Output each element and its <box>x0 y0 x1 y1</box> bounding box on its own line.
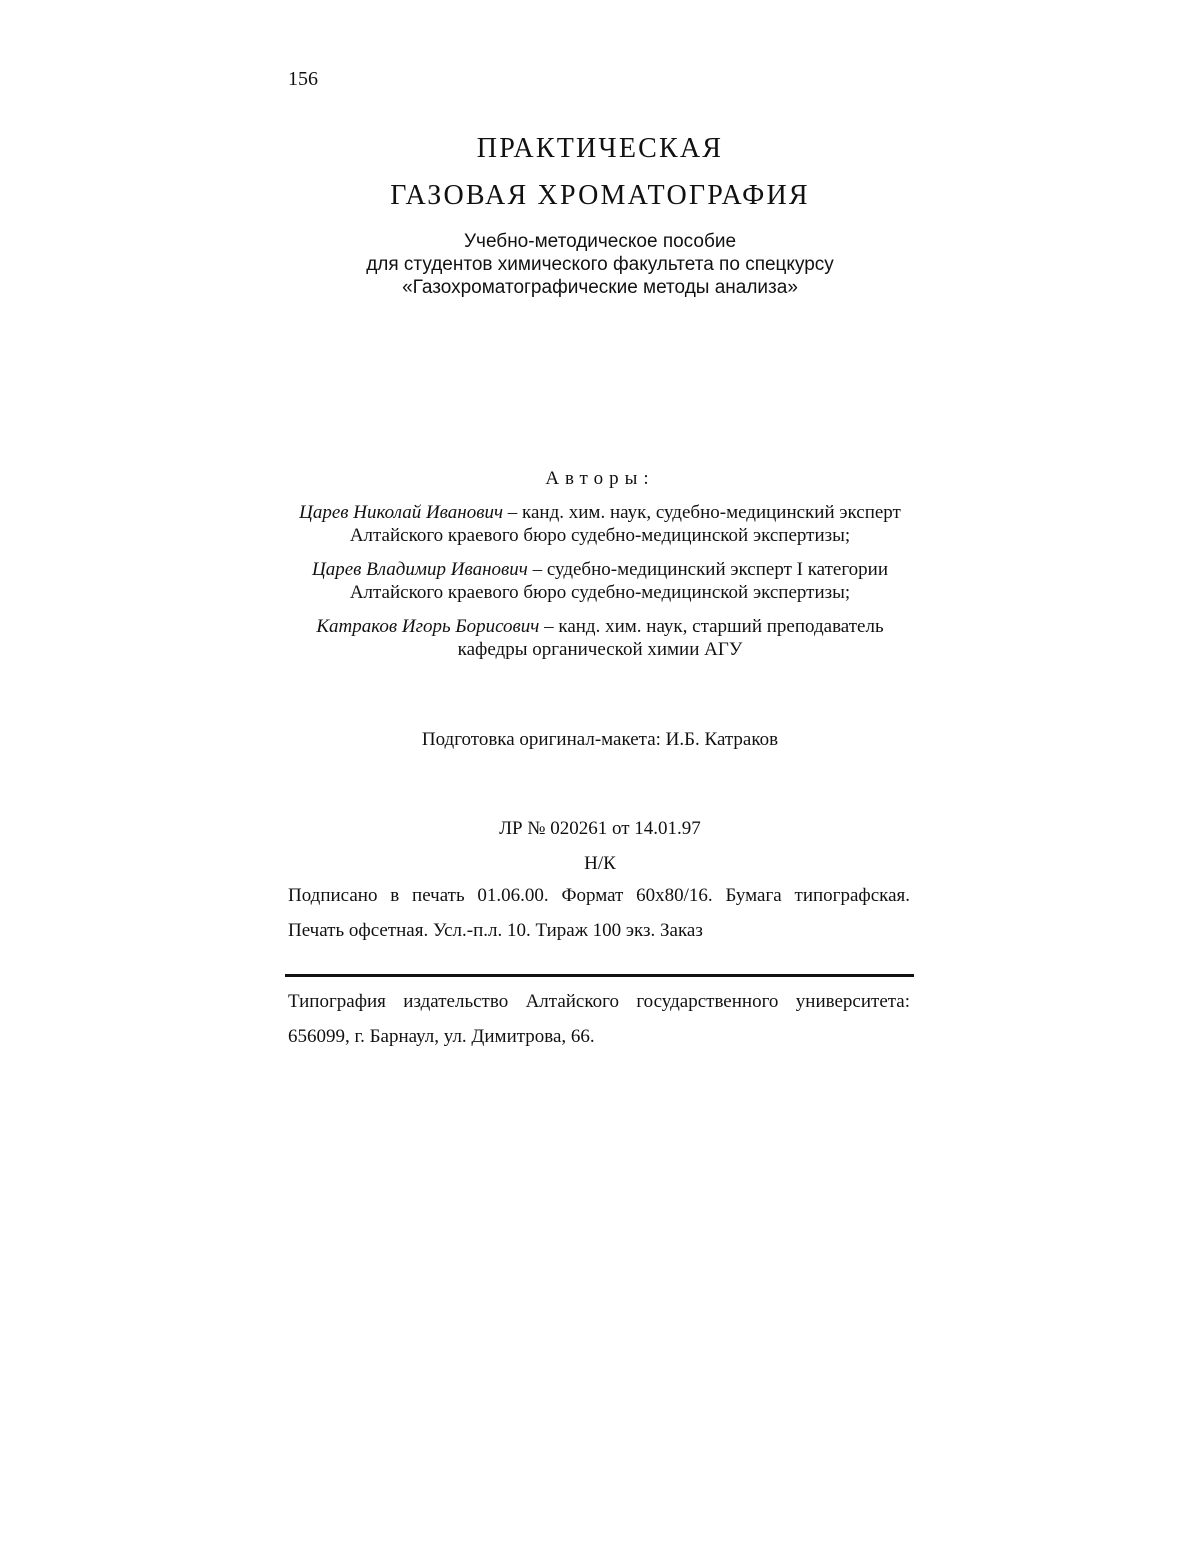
author-entry <box>0 615 1200 661</box>
subtitle-line-2: для студентов химического факультета по спецкурсу <box>366 254 834 275</box>
subtitle <box>0 230 1200 299</box>
license-number: ЛР № 020261 от 14.01.97 <box>499 818 701 839</box>
printhouse-line-2: 656099, г. Барнаул, ул. Димитрова, 66. <box>288 1026 595 1047</box>
author-name: Царев Владимир Иванович <box>312 559 528 580</box>
author-affiliation: кафедры органической химии АГУ <box>457 639 743 660</box>
author-name: Катраков Игорь Борисович <box>316 616 540 637</box>
author-role: – канд. хим. наук, судебно-медицинский эксперт <box>503 502 901 523</box>
author-affiliation: Алтайского краевого бюро судебно-медицинской экспертизы; <box>349 582 851 603</box>
author-role: – судебно-медицинский эксперт I категории <box>527 559 888 580</box>
author-role: – канд. хим. наук, старший преподаватель <box>539 616 884 637</box>
title-line-1: ПРАКТИЧЕСКАЯ <box>476 133 724 164</box>
author-entry <box>0 501 1200 547</box>
author-affiliation: Алтайского краевого бюро судебно-медицинской экспертизы; <box>349 525 851 546</box>
imprint-line-2: Печать офсетная. Усл.-п.л. 10. Тираж 100 экз. Заказ <box>288 920 703 941</box>
subtitle-line-1: Учебно-методическое пособие <box>463 231 737 252</box>
nk-mark: Н/К <box>584 853 616 874</box>
divider-rule <box>285 974 914 977</box>
page-number: 156 <box>288 68 318 90</box>
author-entry <box>0 558 1200 604</box>
author-name: Царев Николай Иванович <box>299 502 504 523</box>
imprint-line-1: Подписано в печать 01.06.00. Формат 60x80/16. Бумага типографская. <box>288 885 910 906</box>
authors-heading: Авторы: <box>545 468 655 489</box>
printhouse-line-1: Типография издательство Алтайского государственного университета: <box>288 991 910 1012</box>
layout-preparation-credit: Подготовка оригинал-макета: И.Б. Катраков <box>421 729 779 750</box>
subtitle-line-3: «Газохроматографические методы анализа» <box>402 277 798 298</box>
title-line-2: ГАЗОВАЯ ХРОМАТОГРАФИЯ <box>390 180 810 211</box>
